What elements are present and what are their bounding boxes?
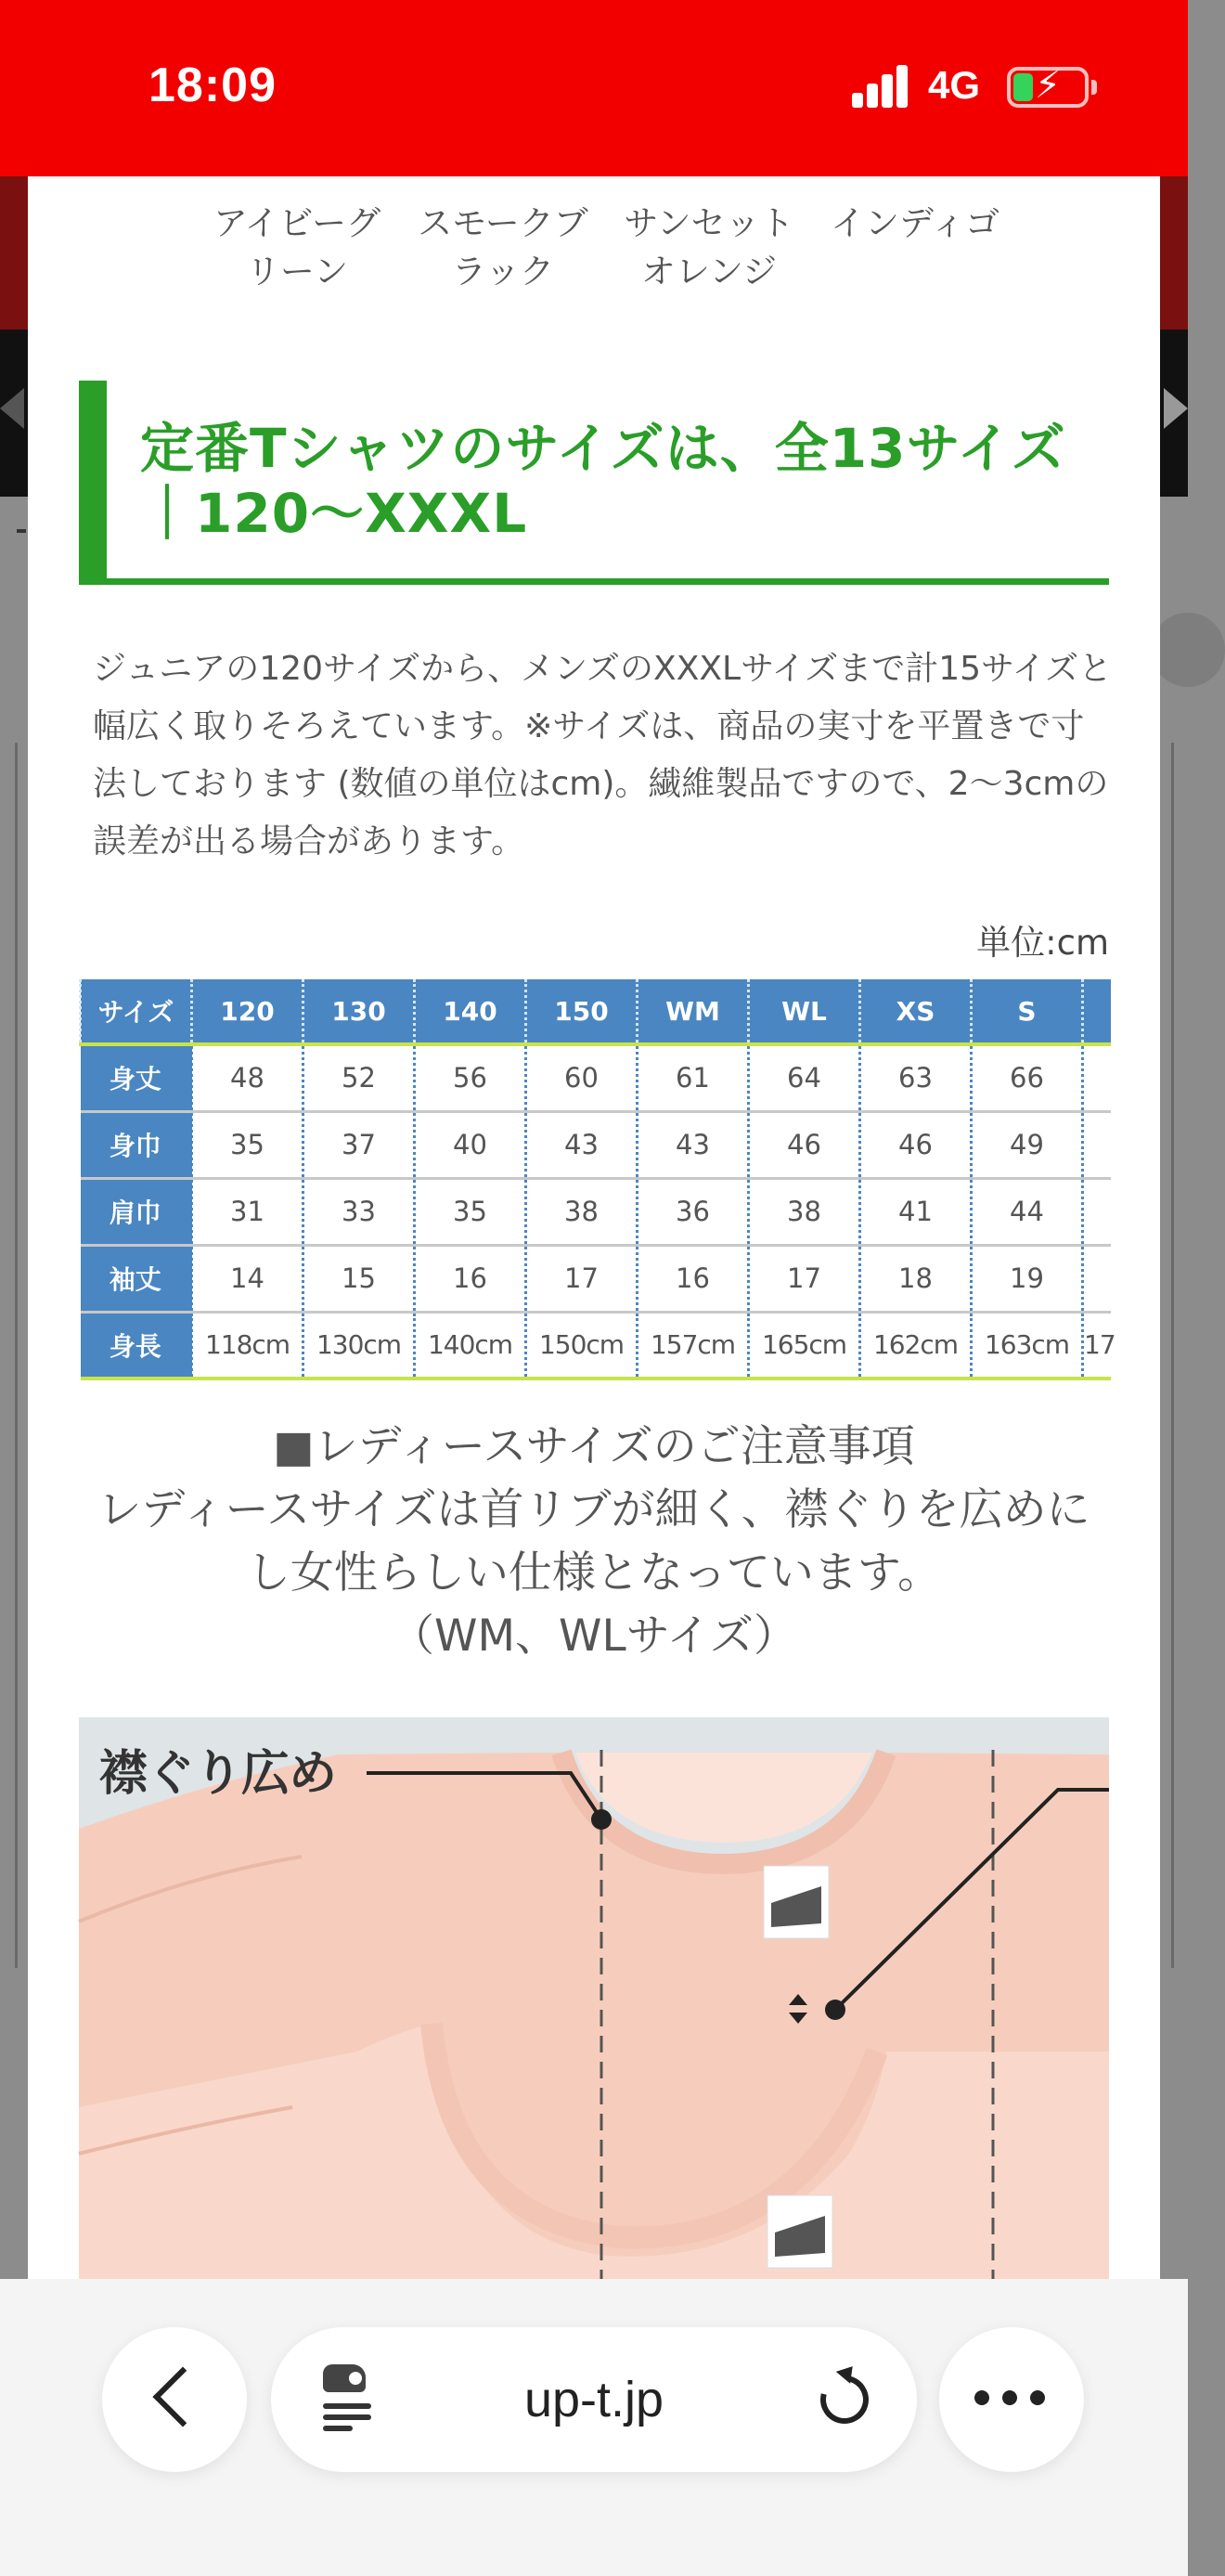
battery-level: [1013, 73, 1033, 101]
table-cell: 40: [415, 1111, 526, 1178]
table-cell: [1083, 1111, 1111, 1178]
callout-dot: [591, 1809, 612, 1830]
table-cell: 17: [1083, 1312, 1111, 1379]
table-cell: 66: [972, 1044, 1083, 1111]
row-label: 身丈: [81, 1044, 192, 1111]
table-cell: [1083, 1178, 1111, 1245]
table-row: [81, 1044, 1111, 1111]
color-name: インディゴ: [830, 203, 1000, 243]
table-cell: 19: [972, 1245, 1083, 1312]
row-label: 身長: [81, 1312, 192, 1379]
table-cell: 61: [638, 1044, 749, 1111]
table-cell: 60: [526, 1044, 638, 1111]
table-cell: 63: [860, 1044, 972, 1111]
background-border-left: [15, 743, 18, 1968]
unit-label: 単位:cm: [976, 923, 1109, 963]
size-column-header: 130: [303, 979, 415, 1044]
table-cell: 33: [303, 1178, 415, 1245]
size-column-header: S: [972, 979, 1083, 1044]
size-column-header: 150: [526, 979, 638, 1044]
table-cell: 38: [749, 1178, 860, 1245]
table-cell: 162cm: [860, 1312, 972, 1379]
table-cell: 46: [749, 1111, 860, 1178]
row-label: 袖丈: [81, 1245, 192, 1312]
row-label: 肩巾: [81, 1178, 192, 1245]
table-cell: 165cm: [749, 1312, 860, 1379]
table-cell: 16: [638, 1245, 749, 1312]
table-cell: 46: [860, 1111, 972, 1178]
table-cell: 52: [303, 1044, 415, 1111]
page-settings-icon[interactable]: [323, 2364, 379, 2431]
table-row: [81, 1312, 1111, 1379]
notice-title: ■レディースサイズのご注意事項: [273, 1421, 915, 1472]
table-cell: 140cm: [415, 1312, 526, 1379]
table-cell: 31: [192, 1178, 303, 1245]
heading-text: 定番Tシャツのサイズは、全13サイズ｜120〜XXXL: [140, 417, 1066, 545]
table-cell: 17: [749, 1245, 860, 1312]
background-text-fragment: [17, 529, 26, 557]
status-time: 18:09: [148, 58, 277, 112]
table-cell: 35: [415, 1178, 526, 1245]
callout-dot: [825, 2000, 845, 2020]
chevron-left-icon: [152, 2366, 213, 2427]
ladies-size-notice: [79, 1416, 1109, 1668]
table-cell: 35: [192, 1111, 303, 1178]
more-icon: [974, 2390, 1045, 2405]
tshirt-collar-image: [79, 1717, 1109, 2279]
table-cell: 130cm: [303, 1312, 415, 1379]
size-table-header-row: [81, 979, 1111, 1044]
table-cell: 150cm: [526, 1312, 638, 1379]
notice-note: （WM、WLサイズ）: [391, 1611, 797, 1662]
battery-tip: [1091, 80, 1097, 95]
intro-paragraph: ジュニアの120サイズから、メンズのXXXLサイズまで計15サイズと幅広く取りそろえています。※サイズは、商品の実寸を平置きで寸法しております (数値の単位はcm)。繊維製品ですので、2〜3cmの誤差が出る場合があります。: [93, 650, 1113, 861]
size-table-corner: サイズ: [81, 979, 192, 1044]
collar-label: 襟ぐり広め: [99, 1746, 337, 1802]
table-cell: 15: [303, 1245, 415, 1312]
table-cell: 14: [192, 1245, 303, 1312]
table-cell: 43: [526, 1111, 638, 1178]
table-cell: 48: [192, 1044, 303, 1111]
battery-icon: [1007, 64, 1089, 108]
signal-icon: [852, 65, 909, 108]
url-text[interactable]: up-t.jp: [523, 2372, 664, 2427]
notice-body: レディースサイズは首リブが細く、襟ぐりを広めにし女性らしい仕様となっています。: [97, 1484, 1090, 1599]
size-table: [79, 979, 1115, 1380]
size-column-header: [1083, 979, 1111, 1044]
table-row: [81, 1111, 1111, 1178]
color-name: サンセット オレンジ: [624, 203, 794, 291]
table-cell: 36: [638, 1178, 749, 1245]
table-cell: 49: [972, 1111, 1083, 1178]
table-row: [81, 1245, 1111, 1312]
table-cell: 118cm: [192, 1312, 303, 1379]
color-name: アイビーグ リーン: [213, 203, 381, 291]
color-names-row: [204, 200, 1008, 296]
browser-toolbar: [0, 2279, 1188, 2576]
network-label: 4G: [928, 63, 981, 107]
size-info-panel[interactable]: [28, 176, 1160, 2279]
table-cell: [1083, 1245, 1111, 1312]
color-name: スモークブ ラック: [418, 203, 588, 291]
table-cell: 64: [749, 1044, 860, 1111]
table-cell: 157cm: [638, 1312, 749, 1379]
size-column-header: 140: [415, 979, 526, 1044]
table-cell: 43: [638, 1111, 749, 1178]
table-cell: 41: [860, 1178, 972, 1245]
size-column-header: 120: [192, 979, 303, 1044]
section-heading: [79, 381, 1109, 585]
row-label: 身巾: [81, 1111, 192, 1178]
charging-bolt-icon: ⚡: [1035, 64, 1062, 107]
size-column-header: WM: [638, 979, 749, 1044]
background-circle-button: [1151, 613, 1225, 687]
status-bar: [0, 0, 1188, 176]
table-cell: [1083, 1044, 1111, 1111]
table-cell: 16: [415, 1245, 526, 1312]
table-cell: 44: [972, 1178, 1083, 1245]
more-button[interactable]: [939, 2327, 1084, 2472]
size-column-header: WL: [749, 979, 860, 1044]
table-cell: 56: [415, 1044, 526, 1111]
back-button[interactable]: [102, 2327, 247, 2472]
background-border-right: [1171, 743, 1174, 1968]
table-cell: 37: [303, 1111, 415, 1178]
table-row: [81, 1178, 1111, 1245]
address-bar[interactable]: [271, 2327, 917, 2472]
table-cell: 18: [860, 1245, 972, 1312]
table-cell: 38: [526, 1178, 638, 1245]
size-column-header: XS: [860, 979, 972, 1044]
table-cell: 163cm: [972, 1312, 1083, 1379]
table-cell: 17: [526, 1245, 638, 1312]
